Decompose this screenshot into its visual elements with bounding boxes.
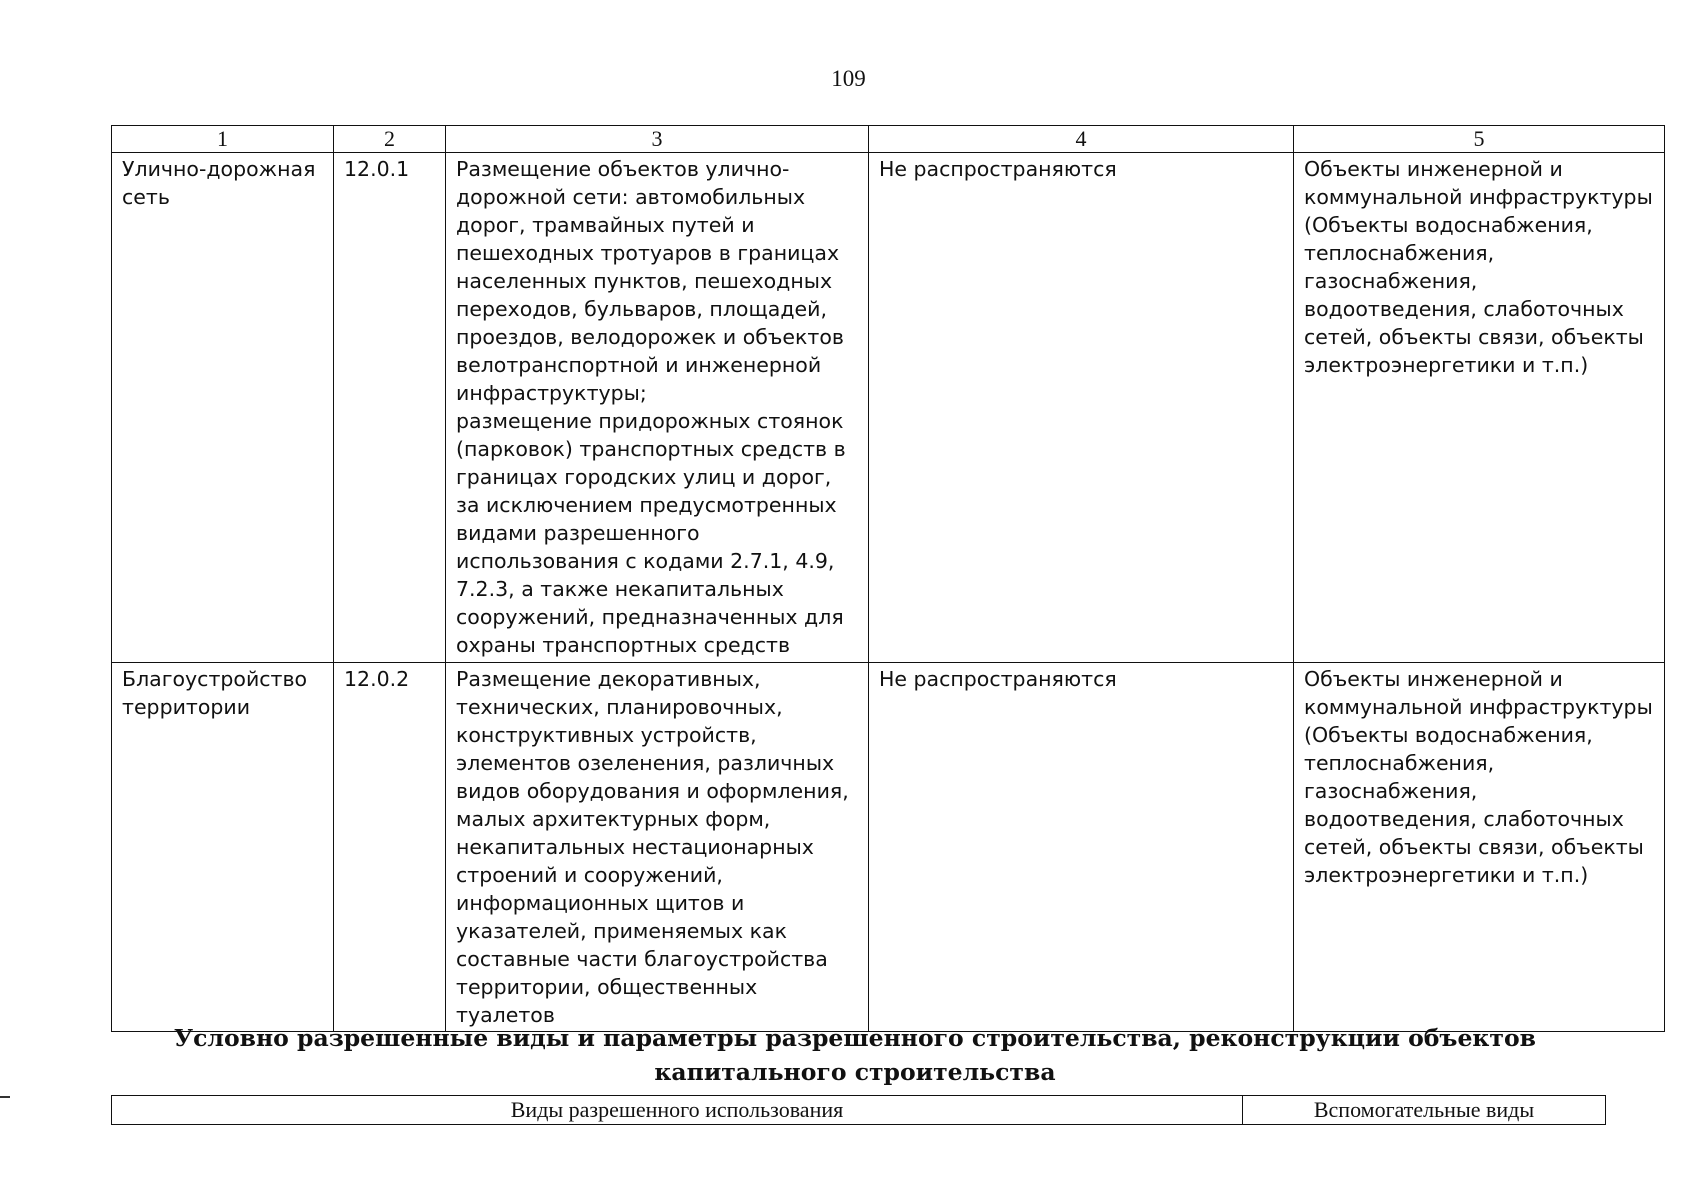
description-paragraph: Размещение объектов улично-дорожной сети: автомобильных дорог, трамвайных путей и пешеходных тротуаров в границах населенных пунктов, пешеходных переходов, бульваров, площадей, проездов, велодорожек и объектов велотранспортной и инженерной инфраструктуры; (456, 157, 844, 405)
page-number: 109 (831, 66, 866, 91)
permitted-uses-table (111, 125, 1665, 1032)
use-description-cell (446, 663, 869, 1032)
column-header-5: 5 (1294, 126, 1665, 153)
table-header-row (112, 1096, 1606, 1125)
margin-mark (0, 1096, 10, 1098)
column-header-2: 2 (334, 126, 446, 153)
description-paragraph: Размещение декоративных, технических, планировочных, конструктивных устройств, элементов озеленения, различных видов оборудования и оформления, малых архитектурных форм, некапитальных нестационарных строений и сооружений, информационных щитов и указателей, применяемых как составные части благоустройства территории, общественных туалетов (456, 667, 849, 1027)
use-name-cell: Благоустройство территории (112, 663, 334, 1032)
table-row (112, 153, 1665, 663)
column-header-4: 4 (869, 126, 1294, 153)
auxiliary-uses-cell: Объекты инженерной и коммунальной инфраструктуры (Объекты водоснабжения, теплоснабжения, газоснабжения, водоотведения, слаботочных сетей, объекты связи, объекты электроэнергетики и т.п.) (1294, 153, 1665, 663)
column-header-3: 3 (446, 126, 869, 153)
use-name-cell: Улично-дорожная сеть (112, 153, 334, 663)
auxiliary-uses-cell: Объекты инженерной и коммунальной инфраструктуры (Объекты водоснабжения, теплоснабжения, газоснабжения, водоотведения, слаботочных сетей, объекты связи, объекты электроэнергетики и т.п.) (1294, 663, 1665, 1032)
conditional-uses-table (111, 1095, 1606, 1125)
column-header-uses: Виды разрешенного использования (112, 1096, 1243, 1125)
column-header-auxiliary: Вспомогательные виды (1243, 1096, 1606, 1125)
parameters-cell: Не распространяются (869, 153, 1294, 663)
use-description-cell (446, 153, 869, 663)
description-paragraph: размещение придорожных стоянок (парковок) транспортных средств в границах городских улиц и дорог, за исключением предусмотренных видами разрешенного использования с кодами 2.7.1, 4.9, 7.2.3, а также некапитальных сооружений, предназначенных для охраны транспортных средств (456, 409, 846, 657)
table-row (112, 663, 1665, 1032)
use-code-cell: 12.0.2 (334, 663, 446, 1032)
parameters-cell: Не распространяются (869, 663, 1294, 1032)
table-header-row (112, 126, 1665, 153)
column-header-1: 1 (112, 126, 334, 153)
section-heading: Условно разрешенные виды и параметры разрешенного строительства, реконструкции объектов капитального строительства (174, 1024, 1536, 1086)
use-code-cell: 12.0.1 (334, 153, 446, 663)
